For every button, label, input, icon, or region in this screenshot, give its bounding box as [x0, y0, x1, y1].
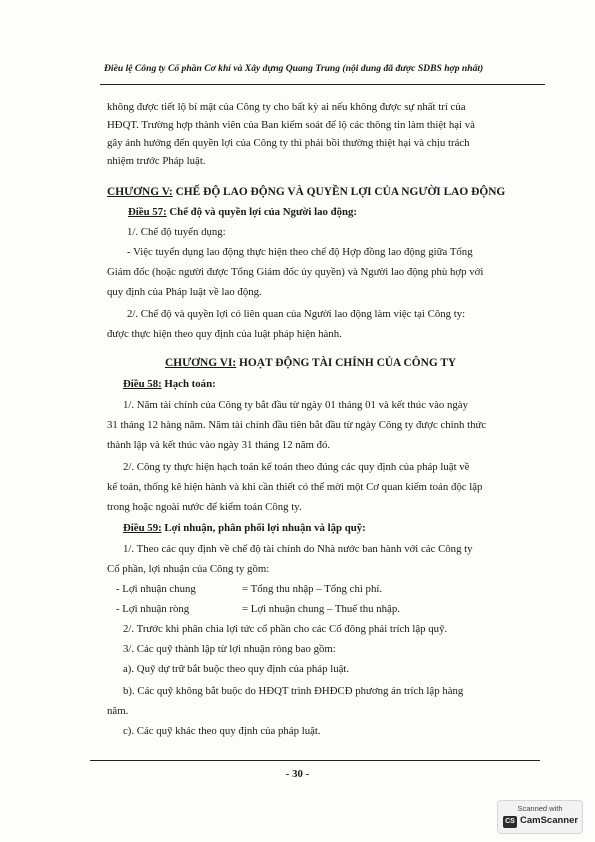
footer-divider	[90, 760, 540, 761]
chapter-heading	[165, 356, 456, 370]
body-line: 3/. Các quỹ thành lập từ lợi nhuận ròng bao gồm:	[123, 643, 336, 655]
body-line: 1/. Năm tài chính của Công ty bắt đầu từ ngày 01 tháng 01 và kết thúc vào ngày	[123, 399, 468, 411]
body-line: năm.	[107, 705, 129, 717]
body-line: Giám đốc (hoặc người được Tổng Giám đốc ủy quyền) và Người lao động phù hợp với	[107, 266, 484, 278]
formula-label: - Lợi nhuận chung	[116, 583, 196, 595]
chapter-title: HOẠT ĐỘNG TÀI CHÍNH CỦA CÔNG TY	[236, 357, 457, 369]
body-line: được thực hiện theo quy định của luật pháp hiện hành.	[107, 328, 342, 340]
article-title: Hạch toán:	[161, 378, 216, 390]
body-line: b). Các quỹ không bắt buộc do HĐQT trình ĐHĐCĐ phương án trích lập hàng	[123, 685, 464, 697]
chapter-title: CHẾ ĐỘ LAO ĐỘNG VÀ QUYỀN LỢI CỦA NGƯỜI LAO ĐỘNG	[172, 186, 506, 198]
article-label: Điều 57:	[128, 206, 167, 218]
body-line: 2/. Công ty thực hiện hạch toán kế toán theo đúng các quy định của pháp luật về	[123, 461, 470, 473]
body-line: không được tiết lộ bí mật của Công ty cho bất kỳ ai nếu không được sự nhất trí của	[107, 101, 466, 113]
body-line: nhiệm trước Pháp luật.	[107, 155, 206, 167]
body-line: 2/. Chế độ và quyền lợi có liên quan của Người lao động làm việc tại Công ty:	[127, 308, 466, 320]
article-heading	[123, 377, 216, 391]
header-divider	[100, 84, 545, 85]
body-line: kế toán, thống kê hiện hành và khi cần thiết có thể mời một Cơ quan kiểm toán độc lập	[107, 481, 483, 493]
page-number: - 30 -	[285, 768, 310, 780]
body-line: a). Quỹ dự trữ bắt buộc theo quy định của pháp luật.	[123, 663, 350, 675]
body-line: Cổ phần, lợi nhuận của Công ty gồm:	[107, 563, 270, 575]
body-line: - Việc tuyển dụng lao động thực hiện theo chế độ Hợp đồng lao động giữa Tổng	[127, 246, 473, 258]
watermark-caption: Scanned with	[517, 804, 563, 813]
running-header: Điều lệ Công ty Cổ phần Cơ khí và Xây dựng Quang Trung (nội dung đã được SDBS hợp nhất)	[104, 63, 484, 74]
body-line: 1/. Chế độ tuyển dụng:	[127, 226, 226, 238]
body-line: trong hoặc ngoài nước để kiểm toán Công ty.	[107, 501, 302, 513]
formula-value: = Tổng thu nhập – Tổng chi phí.	[242, 583, 383, 595]
article-label: Điều 59:	[123, 522, 162, 534]
article-heading	[123, 521, 366, 535]
scanner-watermark	[497, 800, 583, 834]
formula-value: = Lợi nhuận chung – Thuế thu nhập.	[242, 603, 400, 615]
body-line: gây ảnh hưởng đến quyền lợi của Công ty thì phải bồi thường thiệt hại và chịu trách	[107, 137, 470, 149]
chapter-label: CHƯƠNG VI:	[165, 357, 237, 369]
article-title: Chế độ và quyền lợi của Người lao động:	[166, 206, 358, 218]
article-heading	[128, 205, 357, 219]
watermark-brand: CamScanner	[520, 815, 579, 826]
formula-label: - Lợi nhuận ròng	[116, 603, 190, 615]
body-line: 31 tháng 12 hàng năm. Năm tài chính đầu tiên bắt đầu từ ngày Công ty được chính thức	[107, 419, 487, 431]
body-line: HĐQT. Trường hợp thành viên của Ban kiểm soát để lộ các thông tin làm thiệt hại và	[107, 119, 475, 131]
body-line: c). Các quỹ khác theo quy định của pháp luật.	[123, 725, 321, 737]
article-title: Lợi nhuận, phân phối lợi nhuận và lập quỹ:	[161, 522, 366, 534]
camscanner-logo-icon: CS	[503, 816, 517, 828]
chapter-label: CHƯƠNG V:	[107, 186, 173, 198]
body-line: thành lập và kết thúc vào ngày 31 tháng 12 năm đó.	[107, 439, 331, 451]
body-line: 2/. Trước khi phân chia lợi tức cổ phần cho các Cổ đông phải trích lập quỹ.	[123, 623, 448, 635]
article-label: Điều 58:	[123, 378, 162, 390]
body-line: quy định của Pháp luật về lao động.	[107, 286, 262, 298]
body-line: 1/. Theo các quy định về chế độ tài chính do Nhà nước ban hành với các Công ty	[123, 543, 473, 555]
chapter-heading	[107, 185, 505, 199]
